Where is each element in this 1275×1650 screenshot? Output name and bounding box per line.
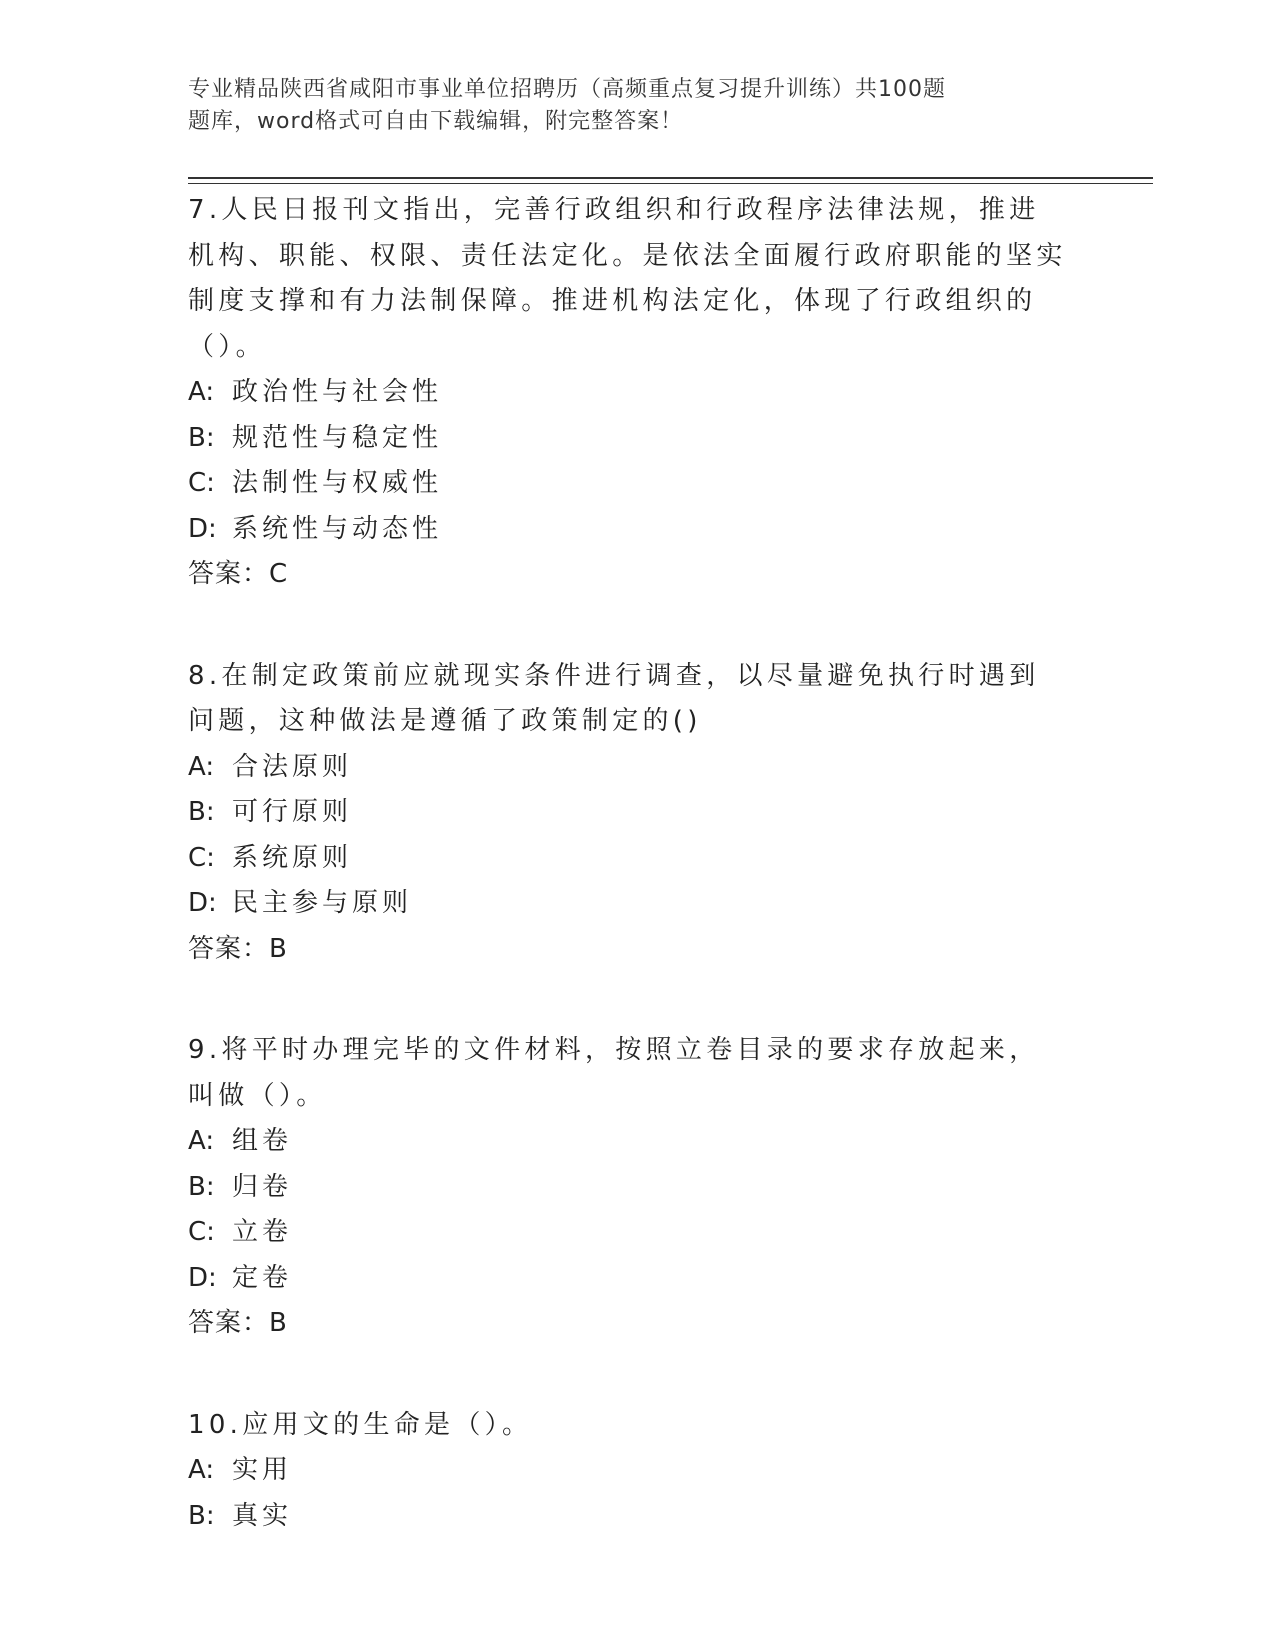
option-text: 归卷 (232, 1171, 293, 1202)
option-a (188, 370, 1068, 416)
option-b (188, 790, 1068, 836)
option-key: A: (188, 1455, 215, 1485)
question-8 (188, 654, 1068, 973)
option-text: 民主参与原则 (232, 888, 413, 918)
header-line-1: 专业精品陕西省咸阳市事业单位招聘历（高频重点复习提升训练）共100题 (188, 77, 946, 102)
option-list (188, 370, 1068, 552)
question-stem: 8.在制定政策前应就现实条件进行调查，以尽量避免执行时遇到问题，这种做法是遵循了政策制定的() (188, 660, 1040, 736)
option-key: C: (188, 842, 215, 873)
option-text: 规范性与稳定性 (232, 422, 443, 453)
header-rule-thick (188, 177, 1153, 179)
question-stem: 10.应用文的生命是（）。 (188, 1409, 533, 1440)
option-list (188, 745, 1068, 927)
option-key: A: (188, 1126, 215, 1156)
option-key: C: (188, 1217, 215, 1247)
option-key: D: (188, 513, 217, 544)
option-b (188, 1494, 1068, 1540)
option-key: C: (188, 468, 215, 498)
question-stem: 9.将平时办理完毕的文件材料，按照立卷目录的要求存放起来，叫做（）。 (188, 1035, 1040, 1111)
option-text: 系统原则 (232, 842, 353, 873)
answer: 答案：B (188, 933, 288, 964)
option-key: D: (188, 1262, 217, 1293)
question-stem: 7.人民日报刊文指出，完善行政组织和行政程序法律法规，推进机构、职能、权限、责任法定化。是依法全面履行政府职能的坚实制度支撑和有力法制保障。推进机构法定化，体现了行政组织的（）。 (188, 195, 1067, 362)
option-text: 定卷 (232, 1262, 293, 1293)
option-b (188, 1165, 1068, 1211)
option-key: B: (188, 797, 215, 827)
option-list (188, 1448, 1068, 1539)
option-key: A: (188, 751, 215, 782)
option-a (188, 745, 1068, 791)
option-c (188, 1210, 1068, 1256)
option-key: B: (188, 422, 215, 453)
answer: 答案：C (188, 559, 289, 589)
document-header (188, 74, 1048, 138)
option-text: 可行原则 (232, 797, 353, 827)
option-c (188, 836, 1068, 882)
option-text: 实用 (232, 1455, 293, 1485)
option-list (188, 1119, 1068, 1301)
option-text: 立卷 (232, 1217, 293, 1247)
option-text: 真实 (232, 1500, 293, 1531)
option-a (188, 1119, 1068, 1165)
option-c (188, 461, 1068, 507)
option-text: 法制性与权威性 (232, 468, 443, 498)
header-line-2: 题库，word格式可自由下载编辑，附完整答案！ (188, 109, 684, 134)
option-key: B: (188, 1500, 215, 1531)
header-rule-thin (188, 183, 1153, 184)
option-text: 合法原则 (232, 751, 353, 782)
question-10 (188, 1403, 1068, 1540)
option-text: 系统性与动态性 (232, 513, 443, 544)
question-7 (188, 188, 1068, 598)
option-d (188, 507, 1068, 553)
option-b (188, 416, 1068, 462)
question-list (188, 188, 1068, 1595)
option-text: 政治性与社会性 (232, 377, 443, 407)
option-key: B: (188, 1171, 215, 1202)
question-9 (188, 1028, 1068, 1347)
option-key: A: (188, 377, 215, 407)
answer: 答案：B (188, 1308, 288, 1338)
option-key: D: (188, 888, 217, 918)
option-a (188, 1448, 1068, 1494)
option-text: 组卷 (232, 1126, 293, 1156)
option-d (188, 1256, 1068, 1302)
option-d (188, 881, 1068, 927)
